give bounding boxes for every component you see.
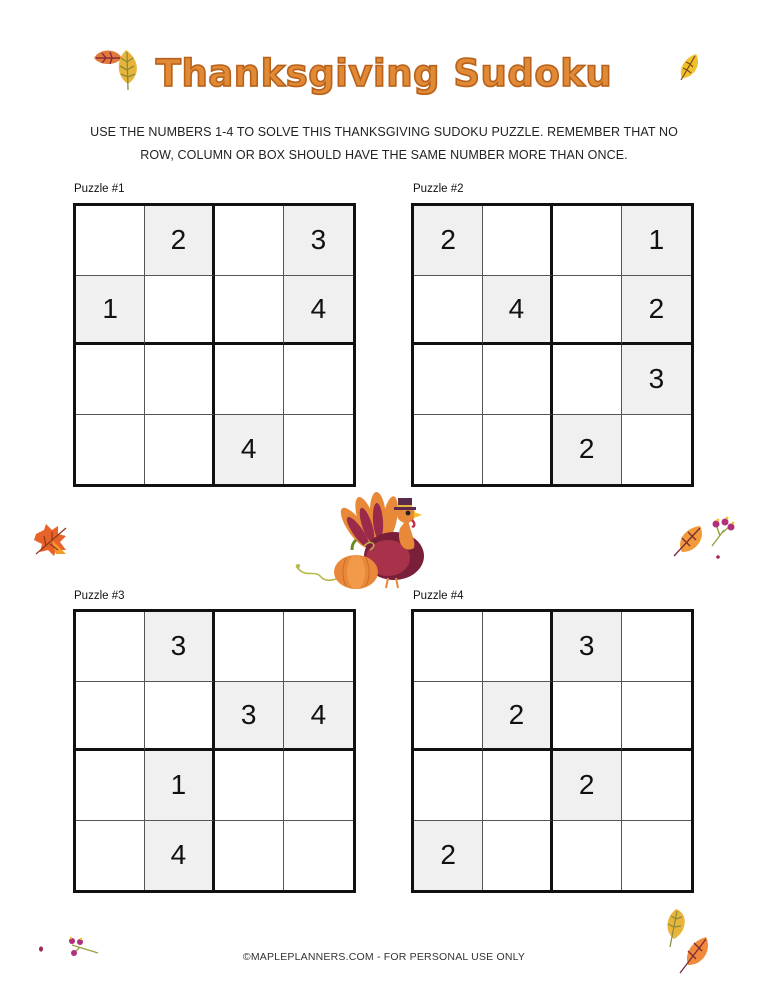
given-cell: 2	[483, 682, 552, 752]
empty-cell[interactable]	[76, 821, 145, 891]
empty-cell[interactable]	[215, 345, 284, 415]
puzzle-4-label: Puzzle #4	[413, 590, 464, 602]
footer-copyright: ©MAPLEPLANNERS.COM - FOR PERSONAL USE ONLY	[242, 951, 526, 963]
empty-cell[interactable]	[483, 612, 552, 682]
given-cell: 3	[215, 682, 284, 752]
given-cell: 2	[622, 276, 691, 346]
empty-cell[interactable]	[622, 821, 691, 891]
empty-cell[interactable]	[215, 276, 284, 346]
given-cell: 1	[622, 206, 691, 276]
empty-cell[interactable]	[76, 751, 145, 821]
given-cell: 1	[145, 751, 214, 821]
empty-cell[interactable]	[284, 821, 353, 891]
empty-cell[interactable]	[414, 682, 483, 752]
given-cell: 1	[76, 276, 145, 346]
empty-cell[interactable]	[76, 415, 145, 485]
autumn-leaves-icon	[662, 905, 716, 975]
instructions-line-1: USE THE NUMBERS 1-4 TO SOLVE THIS THANKSGIVING SUDOKU PUZZLE. REMEMBER THAT NO	[90, 125, 678, 139]
empty-cell[interactable]	[145, 345, 214, 415]
empty-cell[interactable]	[215, 206, 284, 276]
orange-leaf-icon	[670, 522, 706, 558]
empty-cell[interactable]	[284, 415, 353, 485]
given-cell: 3	[145, 612, 214, 682]
puzzle-2-grid	[411, 203, 694, 487]
given-cell: 4	[284, 276, 353, 346]
empty-cell[interactable]	[553, 682, 622, 752]
instructions	[0, 121, 768, 167]
puzzle-2-label: Puzzle #2	[413, 183, 464, 195]
empty-cell[interactable]	[414, 415, 483, 485]
empty-cell[interactable]	[553, 821, 622, 891]
given-cell: 2	[414, 821, 483, 891]
given-cell: 2	[145, 206, 214, 276]
puzzle-3-label: Puzzle #3	[74, 590, 125, 602]
empty-cell[interactable]	[622, 751, 691, 821]
empty-cell[interactable]	[483, 345, 552, 415]
empty-cell[interactable]	[76, 612, 145, 682]
empty-cell[interactable]	[553, 345, 622, 415]
empty-cell[interactable]	[284, 612, 353, 682]
empty-cell[interactable]	[145, 276, 214, 346]
puzzle-4-grid	[411, 609, 694, 893]
given-cell: 4	[215, 415, 284, 485]
given-cell: 3	[622, 345, 691, 415]
given-cell: 4	[145, 821, 214, 891]
empty-cell[interactable]	[284, 345, 353, 415]
empty-cell[interactable]	[414, 612, 483, 682]
empty-cell[interactable]	[483, 821, 552, 891]
empty-cell[interactable]	[215, 751, 284, 821]
given-cell: 3	[284, 206, 353, 276]
given-cell: 2	[553, 415, 622, 485]
given-cell: 2	[553, 751, 622, 821]
puzzle-1-grid	[73, 203, 356, 487]
empty-cell[interactable]	[76, 206, 145, 276]
empty-cell[interactable]	[483, 751, 552, 821]
puzzle-3-grid	[73, 609, 356, 893]
empty-cell[interactable]	[553, 206, 622, 276]
empty-cell[interactable]	[414, 751, 483, 821]
empty-cell[interactable]	[622, 612, 691, 682]
turkey-pumpkin-icon	[292, 488, 432, 590]
empty-cell[interactable]	[553, 276, 622, 346]
empty-cell[interactable]	[145, 682, 214, 752]
empty-cell[interactable]	[76, 345, 145, 415]
given-cell: 3	[553, 612, 622, 682]
empty-cell[interactable]	[215, 821, 284, 891]
empty-cell[interactable]	[215, 612, 284, 682]
empty-cell[interactable]	[483, 206, 552, 276]
berry-sprig-icon	[708, 514, 738, 564]
given-cell: 4	[483, 276, 552, 346]
empty-cell[interactable]	[414, 345, 483, 415]
empty-cell[interactable]	[622, 415, 691, 485]
page-title: Thanksgiving Sudoku	[155, 52, 613, 95]
empty-cell[interactable]	[284, 751, 353, 821]
empty-cell[interactable]	[483, 415, 552, 485]
empty-cell[interactable]	[414, 276, 483, 346]
empty-cell[interactable]	[76, 682, 145, 752]
yellow-leaf-icon	[676, 52, 700, 82]
puzzle-1-label: Puzzle #1	[74, 183, 125, 195]
empty-cell[interactable]	[622, 682, 691, 752]
empty-cell[interactable]	[145, 415, 214, 485]
maple-leaf-icon	[32, 520, 72, 560]
instructions-line-2: ROW, COLUMN OR BOX SHOULD HAVE THE SAME NUMBER MORE THAN ONCE.	[140, 148, 628, 162]
given-cell: 2	[414, 206, 483, 276]
given-cell: 4	[284, 682, 353, 752]
